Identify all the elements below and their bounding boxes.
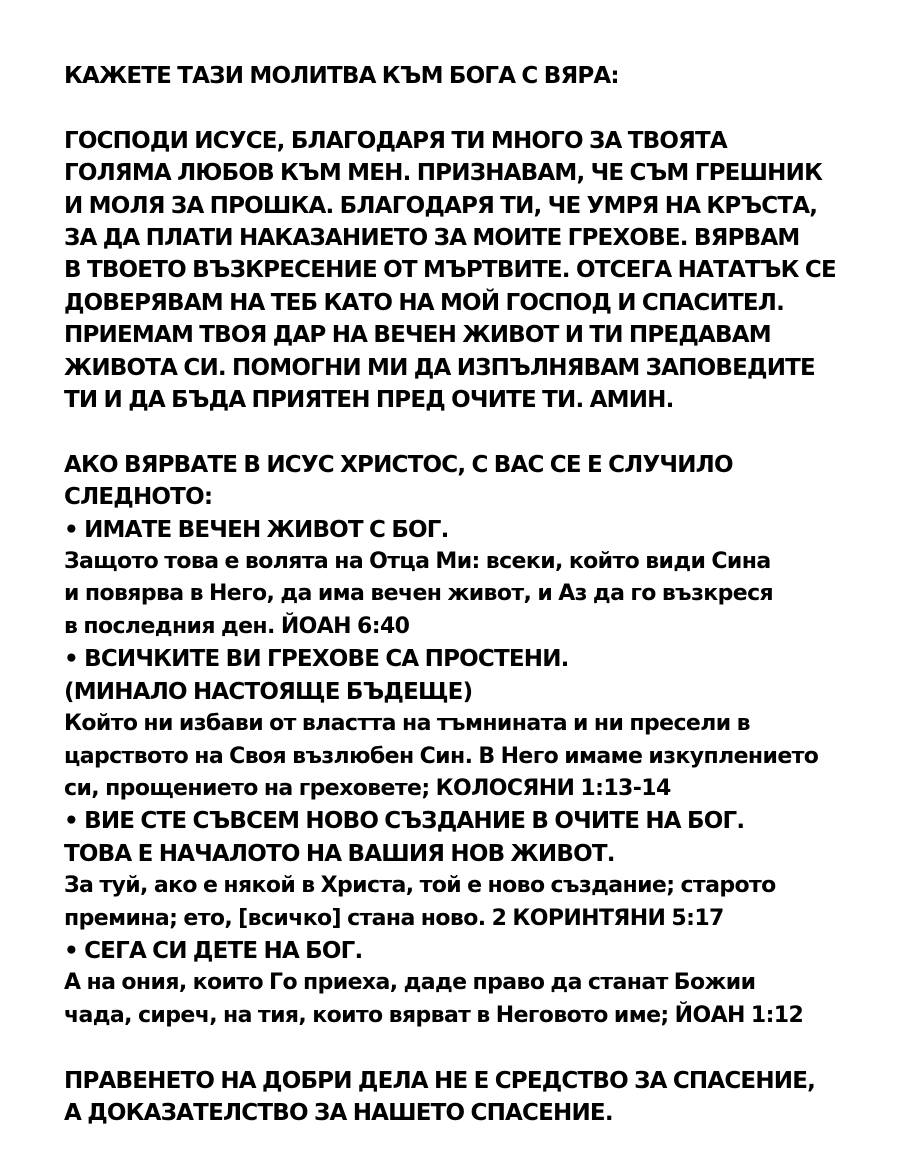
verse-line: царството на Своя възлюбен Син. В Него имаме изкуплението — [64, 743, 819, 769]
verse-line: Който ни избави от властта на тъмнината и ни пресели в — [64, 711, 750, 737]
conclusion-line: А ДОКАЗАТЕЛСТВО ЗА НАШЕТО СПАСЕНИЕ. — [64, 1099, 613, 1126]
conclusion-line: ПРАВЕНЕТО НА ДОБРИ ДЕЛА НЕ Е СРЕДСТВО ЗА СПАСЕНИЕ, — [64, 1067, 816, 1094]
verse-line: чада, сиреч, на тия, които вярват в Неговото име; ЙОАН 1:12 — [64, 1002, 804, 1028]
point-new-creation — [64, 805, 884, 935]
point-eternal-life — [64, 514, 884, 644]
prayer-line: В ТВОЕТО ВЪЗКРЕСЕНИЕ ОТ МЪРТВИТЕ. ОТСЕГА НАТАТЪК СЕ — [64, 257, 836, 284]
verse-line: си, прощението на греховете; КОЛОСЯНИ 1:13-14 — [64, 775, 671, 801]
prayer-line: И МОЛЯ ЗА ПРОШКА. БЛАГОДАРЯ ТИ, ЧЕ УМРЯ НА КРЪСТА, — [64, 192, 818, 219]
point-title: • СЕГА СИ ДЕТЕ НА БОГ. — [64, 937, 363, 964]
spacer — [64, 416, 884, 448]
prayer-text — [64, 125, 884, 417]
point-title: • ВИЕ СТЕ СЪВСЕМ НОВО СЪЗДАНИЕ В ОЧИТЕ НА БОГ. — [64, 808, 745, 835]
point-title: • ВСИЧКИТЕ ВИ ГРЕХОВЕ СА ПРОСТЕНИ. — [64, 646, 569, 673]
spacer — [64, 1032, 884, 1064]
point-title: ТОВА Е НАЧАЛОТО НА ВАШИЯ НОВ ЖИВОТ. — [64, 840, 615, 867]
point-sins-forgiven — [64, 643, 884, 805]
verse-line: За туй, ако е някой в Христа, той е ново създание; старото — [64, 873, 776, 899]
prayer-line: ГОЛЯМА ЛЮБОВ КЪМ МЕН. ПРИЗНАВАМ, ЧЕ СЪМ ГРЕШНИК — [64, 160, 823, 187]
prayer-line: ЗА ДА ПЛАТИ НАКАЗАНИЕТО ЗА МОИТЕ ГРЕХОВЕ. ВЯРВАМ — [64, 225, 800, 252]
verse-line: и повярва в Него, да има вечен живот, и Аз да го възкреся — [64, 581, 774, 607]
point-child-of-god — [64, 935, 884, 1032]
intro-text — [64, 449, 884, 514]
intro-line: СЛЕДНОТО: — [64, 484, 213, 511]
prayer-line: ТИ И ДА БЪДА ПРИЯТЕН ПРЕД ОЧИТЕ ТИ. АМИН. — [64, 387, 674, 414]
conclusion-text — [64, 1065, 884, 1130]
prayer-line: ГОСПОДИ ИСУСЕ, БЛАГОДАРЯ ТИ МНОГО ЗА ТВОЯТА — [64, 127, 727, 154]
prayer-line: ПРИЕМАМ ТВОЯ ДАР НА ВЕЧЕН ЖИВОТ И ТИ ПРЕДАВАМ — [64, 322, 771, 349]
intro-line: АКО ВЯРВАТЕ В ИСУС ХРИСТОС, С ВАС СЕ Е СЛУЧИЛО — [64, 451, 733, 478]
verse-line: премина; ето, [всичко] стана ново. 2 КОРИНТЯНИ 5:17 — [64, 905, 724, 931]
verse-line: в последния ден. ЙОАН 6:40 — [64, 613, 410, 639]
point-title: • ИМАТЕ ВЕЧЕН ЖИВОТ С БОГ. — [64, 516, 449, 543]
prayer-line: ЖИВОТА СИ. ПОМОГНИ МИ ДА ИЗПЪЛНЯВАМ ЗАПОВЕДИТЕ — [64, 354, 815, 381]
point-title: (МИНАЛО НАСТОЯЩЕ БЪДЕЩЕ) — [64, 678, 473, 705]
verse-line: Защото това е волята на Отца Ми: всеки, който види Сина — [64, 549, 771, 575]
verse-line: А на ония, които Го приеха, даде право да станат Божии — [64, 970, 756, 996]
prayer-heading: КАЖЕТЕ ТАЗИ МОЛИТВА КЪМ БОГА С ВЯРА: — [64, 63, 619, 89]
spacer — [64, 92, 884, 124]
prayer-line: ДОВЕРЯВАМ НА ТЕБ КАТО НА МОЙ ГОСПОД И СПАСИТЕЛ. — [64, 289, 785, 316]
